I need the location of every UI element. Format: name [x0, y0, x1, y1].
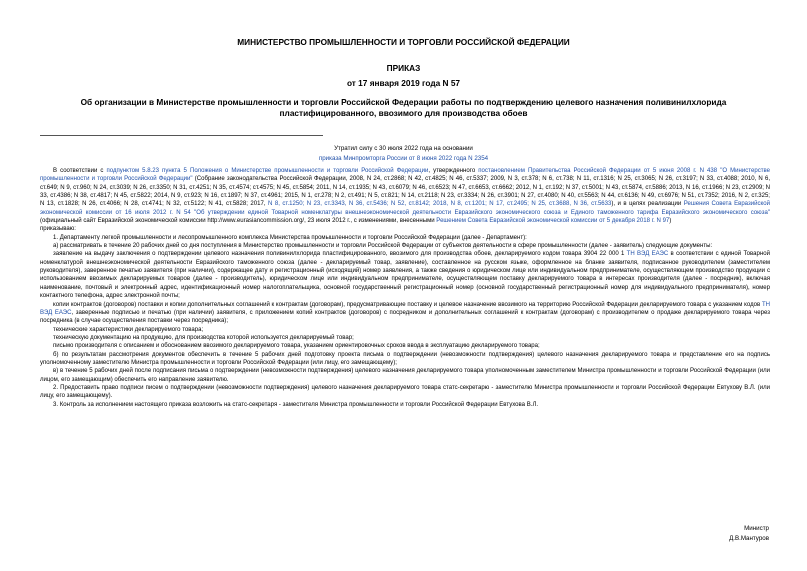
text: ) — [669, 218, 672, 225]
text: , заверенные подписью и печатью (при наличии) заявителя, с приложением копий контрактов (договоров) с посредником и дополнительных соглашений к контрактам (договорам) с производителем о продаже декларируемого товара через посредника (в случае осуществления поставки через посредника); — [40, 309, 770, 325]
text: , утвержденного — [428, 168, 479, 174]
lost-force-note: Утратил силу с 30 июля 2022 года на основании — [334, 145, 473, 152]
document-type: ПРИКАЗ — [386, 63, 421, 73]
ministry-name: МИНИСТЕРСТВО ПРОМЫШЛЕННОСТИ И ТОРГОВЛИ РОССИЙСКОЙ ФЕДЕРАЦИИ — [237, 37, 570, 47]
tech-docs-item: техническую документацию на продукцию, для производства которой используется декларируемый товар; — [53, 334, 354, 341]
tech-specs-item: технические характеристики декларируемого товара; — [53, 326, 204, 333]
item-1a: а) рассматривать в течение 20 рабочих дней со дня поступления в Министерство промышленности и торговли Российской Федерации от субъектов деятельности в сфере промышленности (далее - заявитель) следующие документы: — [53, 243, 713, 250]
application-paragraph — [40, 250, 770, 300]
tn-ved-link[interactable]: ТН ВЭД ЕАЭС — [626, 251, 669, 258]
order-word: приказываю: — [40, 226, 76, 233]
text: (официальный сайт Евразийской экономической комиссии http://www.eurasiancommission.org/, 23 июля 2012 г., с изменениями, внесенными — [40, 218, 437, 225]
document-date-number: от 17 января 2019 года N 57 — [346, 78, 461, 88]
header-divider — [40, 135, 323, 136]
signature-name: Д.В.Мантуров — [729, 535, 769, 542]
text: В соответствии с — [53, 168, 107, 174]
text: копии контрактов (договоров) поставки и копии дополнительных соглашений к контрактам (договорам), предусматривающие поставку и целевое назначение ввозимого на территорию Российской Федерации декларируемого товара с указанием кодов — [53, 301, 762, 308]
government-decree-link[interactable]: постановлением Правительства Российской Федерации от 5 июня 2008 г. N 438 "О Министерстве промышленности и торговли Российской Федерации" — [40, 168, 771, 183]
legislation-link[interactable]: N 8, ст.1250; N 23, ст.3343, N 36, ст.5436; N 52, ст.8142; 2018, N 8, ст.1201; N 17, ст.2495; N 25, ст.3688, N 36, ст.5633 — [268, 201, 612, 208]
item-1b: б) по результатам рассмотрения документов обеспечить в течение 5 рабочих дней подготовку проекта письма о подтверждении (невозможности подтверждения) целевого назначения декларируемого товара и представление его на подпись уполномоченному заместителю Министра промышленности и торговли Российской Федерации (или лицу, его замещающему); — [40, 351, 770, 366]
tn-ved-link[interactable]: ТН ВЭД ЕАЭС — [40, 301, 770, 316]
text: заявление на выдачу заключения о подтверждении целевого назначения поливинилхлорида пластифицированного, ввозимого для производства обоев, декларируемого кодом товара 3904 22 000 1 — [53, 251, 627, 258]
item-1c: в) в течение 5 рабочих дней после подписания письма о подтверждении (невозможности подтверждения) целевого назначения декларируемого товара уполномоченным заместителем Министра промышленности и торговли Российской Федерации (или лицом, его замещающим) обеспечить его направление заявителю. — [40, 368, 770, 383]
text: ), и в целях реализации — [611, 201, 684, 208]
letters-item: письмо производителя с описанием и обоснованием ввозимого декларируемого товара, указанием ориентировочных сроков ввода в эксплуатацию декларируемого товара; — [53, 343, 540, 350]
text: (Собрание законодательства Российской Федерации, 2008, N 24, ст.2868; N 42, ст.4825; N 46, ст.5337; 2009, N 3, ст.378; N 6, ст.738; N 11, ст.1316; N 25, ст.3065; N 26, ст.3197; N 33, ст.4088; 2010, N 6, ст.649; N 9, ст.960; N 24, ст.3039; N 26, ст.3350; N 31, ст.4251; N 35, ст.4574; ст.4575; N 45, ст.5854; 2011, N 14, ст.1935; N 43, ст.6079; N 46, ст.6523; N 47, ст.6653, ст.6662; 2012, N 1, ст.192; N 37, ст.5001; N 43, ст.5874, ст.5886; 2013, N 16, ст.1966; N 23, ст.2909; N 33, ст.4386; N 38, ст.4817; N 45, ст.5822; 2014, N 9, ст.923; N 16, ст.1897; N 37, ст.4961; 2015, N 1, ст.278; N 2, ст.491; N 5, ст.821; N 14, ст.2118; N 23, ст.3334; N 26, ст.3901; N 27, ст.4080; N 40, ст.5563; N 44, ст.6136; N 49, ст.6976; N 51, ст.7352; 2016, N 2, ст.325; N 13, ст.1828; N 26, ст.4066; N 28, ст.4741; N 32, ст.5122; N 41, ст.5828; 2017, — [40, 176, 771, 208]
item-3: 3. Контроль за исполнением настоящего приказа возложить на статс-секретаря - заместителя Министра промышленности и торговли Российской Федерации Евтухова В.Л. — [53, 401, 539, 408]
regulation-link[interactable]: подпунктом 5.8.23 пункта 5 Положения о Министерстве промышленности и торговли Российской Федерации — [106, 168, 429, 174]
copies-paragraph — [40, 301, 770, 326]
eec-decision-link[interactable]: Решения Совета Евразийской экономической комиссии от 16 июля 2012 г. N 54 "Об утверждении единой Товарной номенклатуры внешнеэкономической деятельности Евразийского экономического союза и Единого таможенного тарифа Евразийского экономического союза" — [40, 201, 770, 216]
signature-position: Министр — [744, 525, 769, 532]
preamble-paragraph — [40, 167, 770, 225]
item-2: 2. Предоставить право подписи писем о подтверждении (невозможности подтверждения) целевого назначения декларируемого товара статс-секретарю - заместителю Министра промышленности и торговли Российской Федерации Евтухову В.Л. (или лицу, его замещающему). — [40, 384, 770, 400]
text: в соответствии с единой Товарной номенклатурой внешнеэкономической деятельности Евразийского таможенного союза (далее - декларируемый товар, заявление), составленное на русском языке, оформленное на бланке заявителя, подписанное руководителем (заместителем руководителя), заверенное печатью заявителя (при наличии), содержащее дату и регистрационный (исходящий) номер заявления, а также сведения о юридическом лице или индивидуальном предпринимателе, осуществляющем производство продукции с использованием ввозимых декларируемых товаров (далее - производитель), юридическом лице или индивидуальном предпринимателе, осуществляющем поставку декларируемого товара в интересах производителя (далее - посредник), включая наименование, почтовый и электронный адрес, идентификационный номер налогоплательщика, основной государственный регистрационный номер (основной государственный регистрационный номер для индивидуального предпринимателя), номер контактного телефона, адрес электронной почты; — [40, 251, 770, 300]
eec-decision-2018-link[interactable]: Решением Совета Евразийской экономической комиссии от 5 декабря 2018 г. N 97 — [436, 218, 670, 225]
item-1: 1. Департаменту легкой промышленности и лесопромышленного комплекса Министерства промышленности и торговли Российской Федерации (далее - Департамент): — [53, 234, 527, 241]
document-body — [40, 167, 770, 409]
lost-force-link[interactable]: приказа Минпромторга России от 8 июня 2022 года N 2354 — [318, 155, 489, 162]
document-title: Об организации в Министерстве промышленности и торговли Российской Федерации работы по подтверждению целевого назначения поливинилхлорида пластифицированного, ввозимого для производства обоев — [80, 97, 727, 118]
